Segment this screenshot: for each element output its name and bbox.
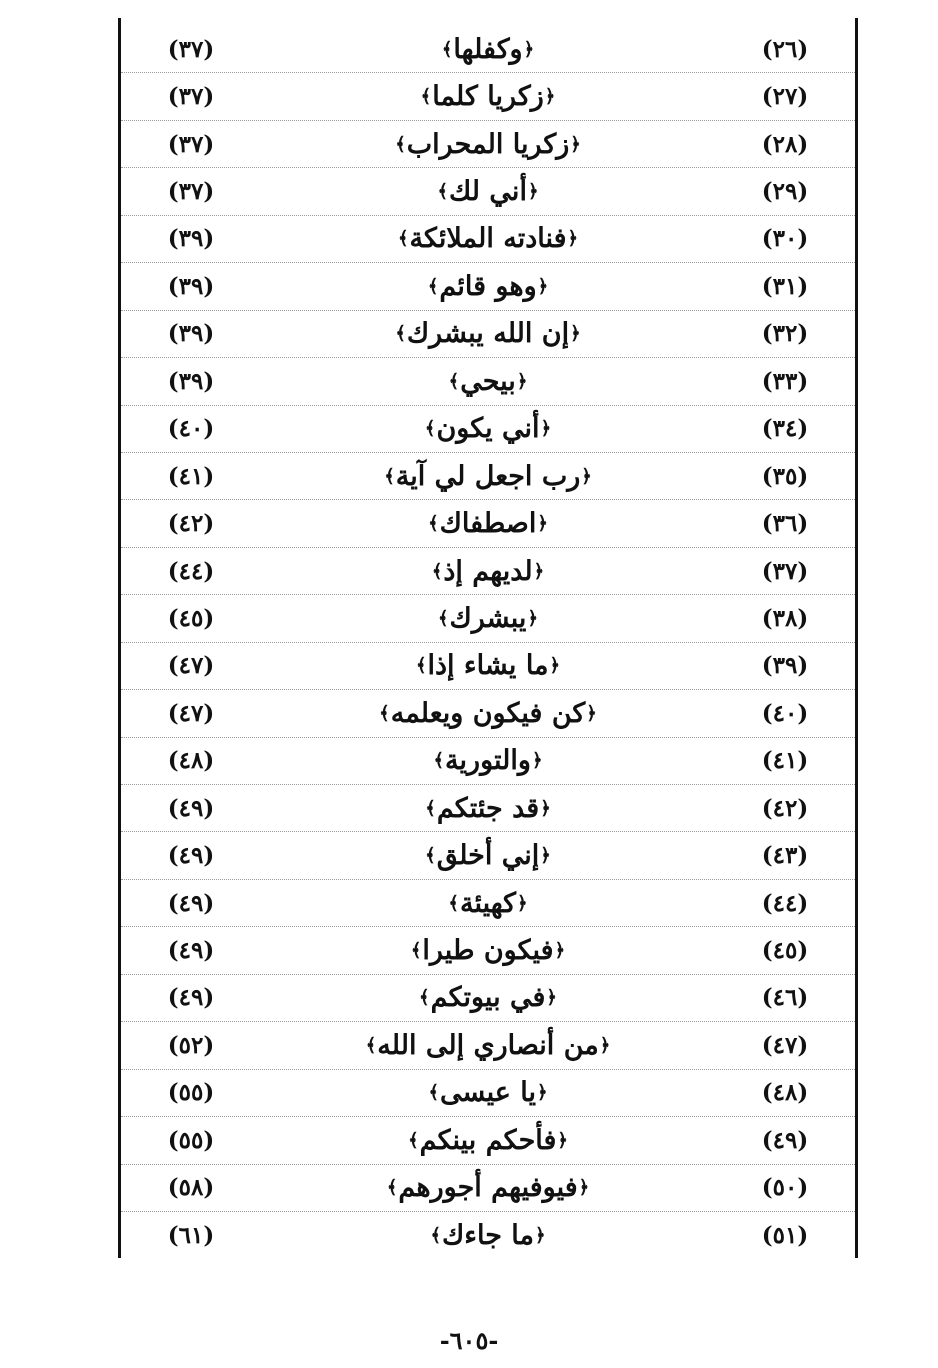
table-row [121,643,855,690]
phrase-text: قد جئتكم [436,792,540,824]
table-row [121,453,855,500]
table-row [121,311,855,358]
ornament-bracket-close: ﴾ [395,323,406,345]
ornament-bracket-open: ﴿ [544,86,556,108]
ornament-bracket-open: ﴿ [546,987,557,1009]
verse-reference: (٤٨) [167,747,215,775]
table-row [121,1165,855,1212]
entry-phrase [271,975,705,1021]
entry-phrase [271,26,705,72]
entry-number: (٢٨) [761,130,809,158]
verse-reference: (٥٥) [167,1079,215,1107]
entry-number: (٥١) [761,1222,809,1250]
ornament-bracket-close: ﴾ [433,750,445,772]
ornament-bracket-close: ﴾ [425,797,436,819]
verse-reference: (٤٩) [167,984,215,1012]
ornament-bracket-close: ﴾ [431,560,443,582]
entry-phrase [271,121,705,167]
phrase-text: وهو قائم [439,270,537,302]
index-table [121,26,855,1259]
ornament-bracket-close: ﴾ [410,940,422,962]
ornament-bracket-open: ﴿ [586,702,597,724]
entry-number: (٤٩) [761,1126,809,1154]
verse-reference: (٦١) [167,1222,215,1250]
verse-reference: (٥٢) [167,1031,215,1059]
entry-phrase [271,785,705,831]
table-row [121,358,855,405]
ornament-bracket-close: ﴾ [420,86,432,108]
ornament-bracket-open: ﴿ [534,1225,546,1247]
table-row [121,500,855,547]
entry-phrase [271,406,705,452]
page-number: -٦٠٥- [439,1326,499,1355]
phrase-text: فأحكم بينكم [419,1124,557,1156]
table-row [121,548,855,595]
entry-number: (٢٦) [761,35,809,63]
table-row [121,1212,855,1259]
ornament-bracket-close: ﴾ [424,418,436,440]
table-row [121,216,855,263]
verse-reference: (٤٩) [167,889,215,917]
ornament-bracket-open: ﴿ [527,181,539,203]
entry-number: (٤٥) [761,937,809,965]
ornament-bracket-close: ﴾ [397,228,409,250]
phrase-text: فنادته الملائكة [409,223,567,255]
entry-number: (٤٧) [761,1031,809,1059]
table-frame [118,18,858,1258]
ornament-bracket-open: ﴿ [581,465,592,487]
ornament-bracket-close: ﴾ [365,1034,377,1056]
ornament-bracket-close: ﴾ [437,181,449,203]
verse-reference: (٤٤) [167,557,215,585]
entry-phrase [271,643,705,689]
entry-number: (٣٤) [761,415,809,443]
entry-phrase [271,1117,705,1163]
ornament-bracket-open: ﴿ [523,38,535,60]
table-row [121,1022,855,1069]
verse-reference: (٣٧) [167,35,215,63]
entry-number: (٤٨) [761,1079,809,1107]
ornament-bracket-close: ﴾ [408,1129,419,1151]
phrase-text: زكريا المحراب [406,128,570,160]
ornament-bracket-close: ﴾ [425,845,436,867]
ornament-bracket-open: ﴿ [540,797,551,819]
ornament-bracket-open: ﴿ [570,323,581,345]
entry-phrase [271,880,705,926]
ornament-bracket-open: ﴿ [567,228,579,250]
ornament-bracket-open: ﴿ [599,1034,611,1056]
ornament-bracket-close: ﴾ [386,1177,398,1199]
phrase-text: رب اجعل لي آية [395,460,581,492]
verse-reference: (٣٧) [167,83,215,111]
ornament-bracket-close: ﴾ [438,607,449,629]
phrase-text: في بيوتكم [430,982,546,1014]
entry-phrase [271,1070,705,1116]
ornament-bracket-close: ﴾ [415,655,427,677]
table-row [121,975,855,1022]
table-row [121,690,855,737]
table-row [121,73,855,120]
table-row [121,1117,855,1164]
verse-reference: (٤٥) [167,604,215,632]
entry-phrase [271,927,705,973]
entry-phrase [271,1165,705,1211]
verse-reference: (٣٩) [167,367,215,395]
entry-phrase [271,595,705,641]
verse-reference: (٥٥) [167,1126,215,1154]
verse-reference: (٥٨) [167,1174,215,1202]
verse-reference: (٣٧) [167,178,215,206]
phrase-text: لديهم إذ [443,555,533,587]
table-row [121,738,855,785]
ornament-bracket-close: ﴾ [448,892,459,914]
entry-number: (٣٥) [761,462,809,490]
verse-reference: (٤٠) [167,415,215,443]
ornament-bracket-open: ﴿ [557,1129,568,1151]
table-row [121,595,855,642]
verse-reference: (٤٧) [167,699,215,727]
ornament-bracket-open: ﴿ [554,940,566,962]
ornament-bracket-open: ﴿ [537,275,549,297]
ornament-bracket-close: ﴾ [428,1082,439,1104]
entry-number: (٤٠) [761,699,809,727]
entry-number: (٤١) [761,747,809,775]
entry-phrase [271,548,705,594]
ornament-bracket-open: ﴿ [527,607,538,629]
verse-reference: (٣٩) [167,272,215,300]
ornament-bracket-close: ﴾ [427,275,439,297]
verse-reference: (٣٩) [167,225,215,253]
ornament-bracket-open: ﴿ [570,133,581,155]
entry-number: (٢٩) [761,178,809,206]
entry-phrase [271,73,705,119]
entry-number: (٤٣) [761,842,809,870]
table-row [121,406,855,453]
ornament-bracket-open: ﴿ [537,513,548,535]
ornament-bracket-close: ﴾ [419,987,430,1009]
table-row [121,1070,855,1117]
table-row [121,26,855,73]
entry-phrase [271,168,705,214]
entry-phrase [271,453,705,499]
phrase-text: إن الله يبشرك [406,318,570,350]
ornament-bracket-close: ﴾ [395,133,406,155]
phrase-text: أني لك [449,176,527,208]
entry-number: (٣٢) [761,320,809,348]
verse-reference: (٤٢) [167,510,215,538]
table-row [121,168,855,215]
phrase-text: ما يشاء إذا [427,650,549,682]
ornament-bracket-close: ﴾ [448,370,460,392]
phrase-text: ما جاءك [442,1220,534,1252]
entry-phrase [271,358,705,404]
entry-phrase [271,311,705,357]
table-row [121,263,855,310]
phrase-text: إني أخلق [436,840,540,872]
table-row [121,880,855,927]
ornament-bracket-open: ﴿ [533,560,545,582]
entry-phrase [271,1022,705,1068]
table-row [121,785,855,832]
ornament-bracket-open: ﴿ [540,845,551,867]
entry-phrase [271,738,705,784]
ornament-bracket-open: ﴿ [537,1082,548,1104]
entry-number: (٣٦) [761,510,809,538]
phrase-text: بيحي [460,365,516,397]
verse-reference: (٤٩) [167,937,215,965]
ornament-bracket-close: ﴾ [428,513,439,535]
table-row [121,121,855,168]
entry-number: (٤٢) [761,794,809,822]
entry-number: (٣١) [761,272,809,300]
phrase-text: اصطفاك [439,508,537,540]
phrase-text: والتورية [445,745,531,777]
table-row [121,832,855,879]
phrase-text: من أنصاري إلى الله [377,1029,599,1061]
ornament-bracket-close: ﴾ [430,1225,442,1247]
entry-number: (٤٤) [761,889,809,917]
entry-number: (٣٧) [761,557,809,585]
ornament-bracket-open: ﴿ [540,418,552,440]
ornament-bracket-open: ﴿ [578,1177,590,1199]
entry-phrase [271,216,705,262]
entry-number: (٣٠) [761,225,809,253]
ornament-bracket-close: ﴾ [441,38,453,60]
phrase-text: وكفلها [453,33,523,65]
ornament-bracket-open: ﴿ [516,370,528,392]
phrase-text: كن فيكون ويعلمه [390,697,586,729]
verse-reference: (٤١) [167,462,215,490]
phrase-text: كهيئة [459,887,517,919]
ornament-bracket-close: ﴾ [384,465,395,487]
ornament-bracket-open: ﴿ [531,750,543,772]
entry-number: (٥٠) [761,1174,809,1202]
entry-number: (٣٨) [761,604,809,632]
entry-number: (٣٩) [761,652,809,680]
phrase-text: أني يكون [436,413,540,445]
phrase-text: يا عيسى [440,1077,536,1109]
entry-phrase [271,263,705,309]
verse-reference: (٣٧) [167,130,215,158]
ornament-bracket-open: ﴿ [549,655,561,677]
table-row [121,927,855,974]
phrase-text: زكريا كلما [432,81,544,113]
entry-phrase [271,832,705,878]
entry-number: (٣٣) [761,367,809,395]
phrase-text: فيكون طيرا [422,935,554,967]
phrase-text: فيوفيهم أجورهم [398,1172,578,1204]
ornament-bracket-close: ﴾ [379,702,390,724]
verse-reference: (٤٩) [167,842,215,870]
entry-number: (٢٧) [761,83,809,111]
entry-phrase [271,1212,705,1259]
entry-phrase [271,690,705,736]
verse-reference: (٣٩) [167,320,215,348]
verse-reference: (٤٩) [167,794,215,822]
entry-number: (٤٦) [761,984,809,1012]
verse-reference: (٤٧) [167,652,215,680]
phrase-text: يبشرك [449,602,527,634]
entry-phrase [271,500,705,546]
ornament-bracket-open: ﴿ [517,892,528,914]
